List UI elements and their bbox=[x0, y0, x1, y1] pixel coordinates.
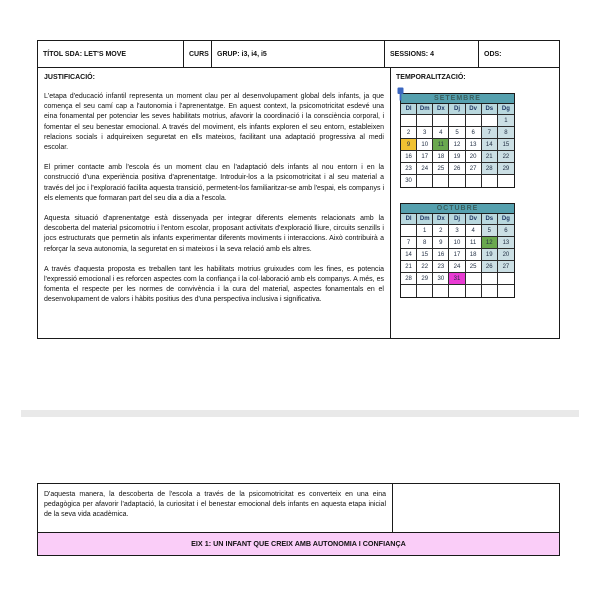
calendar-day-cell: 14 bbox=[482, 139, 498, 151]
calendar-day-cell: 18 bbox=[433, 151, 449, 163]
calendar-day-cell: 21 bbox=[401, 261, 417, 273]
calendar-day-cell: 17 bbox=[449, 249, 465, 261]
calendar-grid bbox=[400, 214, 515, 298]
calendar-day-cell: 9 bbox=[401, 139, 417, 151]
calendar-day-cell: 25 bbox=[433, 163, 449, 175]
grup-cell: GRUP: i3, i4, i5 bbox=[212, 41, 385, 67]
calendar-day-cell: 2 bbox=[433, 225, 449, 237]
calendar-day-cell: 1 bbox=[417, 225, 433, 237]
calendar-day-cell: 8 bbox=[417, 237, 433, 249]
calendar-weekday-header: Dv bbox=[466, 214, 482, 225]
calendar-day-cell bbox=[482, 285, 498, 297]
calendar-day-cell: 11 bbox=[466, 237, 482, 249]
closing-table bbox=[37, 483, 560, 556]
calendar-day-cell: 16 bbox=[401, 151, 417, 163]
titol-sda-cell: TÍTOL SDA: LET'S MOVE bbox=[38, 41, 184, 67]
calendar-day-cell: 18 bbox=[466, 249, 482, 261]
calendar-weekday-header: Dx bbox=[433, 214, 449, 225]
calendar-day-cell: 4 bbox=[466, 225, 482, 237]
calendar-day-cell: 26 bbox=[482, 261, 498, 273]
calendar-weekday-header: Ds bbox=[482, 104, 498, 115]
calendar-day-cell: 26 bbox=[449, 163, 465, 175]
empty-cell bbox=[393, 484, 559, 532]
calendar-day-cell: 10 bbox=[449, 237, 465, 249]
justificacio-cell bbox=[38, 68, 391, 338]
page-gap-separator bbox=[21, 410, 579, 417]
calendar-day-cell: 21 bbox=[482, 151, 498, 163]
calendar-day-cell: 28 bbox=[482, 163, 498, 175]
calendar-day-cell: 1 bbox=[498, 115, 514, 127]
calendar-setembre[interactable] bbox=[400, 93, 515, 188]
calendar-day-cell: 27 bbox=[498, 261, 514, 273]
calendar-day-cell: 19 bbox=[482, 249, 498, 261]
calendar-day-cell: 13 bbox=[466, 139, 482, 151]
calendar-day-cell bbox=[433, 175, 449, 187]
calendar-day-cell: 2 bbox=[401, 127, 417, 139]
calendar-day-cell: 22 bbox=[498, 151, 514, 163]
calendar-day-cell: 17 bbox=[417, 151, 433, 163]
calendar-day-cell: 30 bbox=[401, 175, 417, 187]
calendar-octubre[interactable] bbox=[400, 203, 515, 298]
ods-cell: ODS: bbox=[484, 50, 502, 58]
calendar-day-cell bbox=[482, 175, 498, 187]
calendar-day-cell: 12 bbox=[482, 237, 498, 249]
calendar-weekday-header: Dl bbox=[401, 104, 417, 115]
calendar-day-cell: 14 bbox=[401, 249, 417, 261]
curs-cell: CURS bbox=[184, 41, 212, 67]
setembre-calendar-grid bbox=[400, 93, 515, 188]
calendar-grid bbox=[400, 104, 515, 188]
calendar-day-cell bbox=[433, 285, 449, 297]
calendar-day-cell: 6 bbox=[498, 225, 514, 237]
calendar-day-cell: 3 bbox=[417, 127, 433, 139]
calendar-day-cell: 5 bbox=[482, 225, 498, 237]
calendar-day-cell: 4 bbox=[433, 127, 449, 139]
calendar-day-cell bbox=[449, 285, 465, 297]
calendar-day-cell bbox=[417, 175, 433, 187]
calendar-day-cell bbox=[433, 115, 449, 127]
calendar-day-cell: 15 bbox=[498, 139, 514, 151]
calendar-day-cell: 12 bbox=[449, 139, 465, 151]
calendar-day-cell: 30 bbox=[433, 273, 449, 285]
calendar-day-cell: 9 bbox=[433, 237, 449, 249]
calendar-day-cell bbox=[417, 285, 433, 297]
calendar-weekday-header: Dj bbox=[449, 104, 465, 115]
calendar-day-cell: 13 bbox=[498, 237, 514, 249]
calendar-day-cell: 16 bbox=[433, 249, 449, 261]
calendar-day-cell bbox=[498, 273, 514, 285]
calendar-day-cell bbox=[401, 225, 417, 237]
closing-text-cell bbox=[38, 484, 393, 532]
calendar-weekday-header: Dv bbox=[466, 104, 482, 115]
calendar-day-cell bbox=[466, 285, 482, 297]
calendar-day-cell: 27 bbox=[466, 163, 482, 175]
calendar-weekday-header: Dx bbox=[433, 104, 449, 115]
calendar-day-cell bbox=[498, 175, 514, 187]
anchor-pin-icon bbox=[396, 87, 405, 101]
calendar-day-cell bbox=[401, 115, 417, 127]
calendar-day-cell: 8 bbox=[498, 127, 514, 139]
calendar-day-cell: 11 bbox=[433, 139, 449, 151]
calendar-day-cell bbox=[449, 175, 465, 187]
calendar-day-cell: 29 bbox=[417, 273, 433, 285]
calendar-day-cell: 19 bbox=[449, 151, 465, 163]
calendar-day-cell: 25 bbox=[466, 261, 482, 273]
calendar-day-cell bbox=[482, 115, 498, 127]
sda-table bbox=[37, 40, 560, 339]
calendar-day-cell: 7 bbox=[482, 127, 498, 139]
calendar-day-cell bbox=[482, 273, 498, 285]
calendar-day-cell bbox=[466, 115, 482, 127]
eix-banner: EIX 1: UN INFANT QUE CREIX AMB AUTONOMIA I CONFIANÇA bbox=[38, 533, 559, 555]
calendar-day-cell: 10 bbox=[417, 139, 433, 151]
calendar-day-cell: 7 bbox=[401, 237, 417, 249]
calendar-day-cell: 23 bbox=[401, 163, 417, 175]
justificacio-paragraph: L'etapa d'educació infantil representa un moment clau per al desenvolupament global dels infants, ja que comença el seu camí cap a l'autonomia i l'aprenentatge. En aquest context, la psicomotricitat esdevé una eina fonamental per potenciar les seves habilitats motrius, afavorir la coordinació i la consciència corporal, i fomentar el seu benestar emocional. A través del moviment, els infants exploren el seu entorn, estableixen relacions socials i adquireixen seguretat en ells mateixos, facilitant una adaptació progressiva al medi escolar. bbox=[44, 93, 384, 152]
calendar-day-cell: 24 bbox=[417, 163, 433, 175]
sda-header-row bbox=[38, 41, 559, 68]
justificacio-paragraph: A través d'aquesta proposta es treballen tant les habilitats motrius gruixudes com les fines, es potencia l'expressió emocional i es reforcen aspectes com la confiança i la col·laboració amb els companys. A més, es fomenta el respecte per les normes de convivència i la cura del material, aspectes fonamentals en el desenvolupament de valors i hàbits positius des d'una perspectiva inclusiva i significativa. bbox=[44, 265, 384, 304]
calendar-weekday-header: Dg bbox=[498, 104, 514, 115]
justificacio-paragraph: El primer contacte amb l'escola és un moment clau en l'adaptació dels infants al nou entorn i en la construcció d'una experiència positiva d'aprenentatge. Introduir-los a la psicomotricitat i al seu material a través del joc i l'exploració facilita aquesta transició, permetent-los familiaritzar-se amb l'espai, els companys i els elements que formaran part del seu dia a dia a l'escola. bbox=[44, 164, 384, 202]
calendar-weekday-header: Dj bbox=[449, 214, 465, 225]
calendar-day-cell: 31 bbox=[449, 273, 465, 285]
calendar-weekday-header: Ds bbox=[482, 214, 498, 225]
calendar-month-title: OCTUBRE bbox=[400, 203, 515, 214]
calendar-day-cell bbox=[466, 273, 482, 285]
octubre-calendar-grid bbox=[400, 203, 515, 298]
calendar-weekday-header: Dl bbox=[401, 214, 417, 225]
justificacio-label: JUSTIFICACIÓ: bbox=[44, 74, 95, 81]
calendar-weekday-header: Dg bbox=[498, 214, 514, 225]
closing-paragraph: D'aquesta manera, la descoberta de l'escola a través de la psicomotricitat es converteix en una eina pedagògica per afavorir l'adaptació, la curiositat i el benestar emocional dels infants en aquesta etapa inicial de la seva vida acadèmica. bbox=[44, 491, 386, 519]
calendar-day-cell: 22 bbox=[417, 261, 433, 273]
calendar-day-cell: 23 bbox=[433, 261, 449, 273]
calendar-weekday-header: Dm bbox=[417, 104, 433, 115]
calendar-day-cell: 15 bbox=[417, 249, 433, 261]
calendar-day-cell: 28 bbox=[401, 273, 417, 285]
temporalitzacio-cell bbox=[391, 68, 559, 338]
calendar-day-cell: 3 bbox=[449, 225, 465, 237]
calendar-day-cell: 6 bbox=[466, 127, 482, 139]
calendar-day-cell: 20 bbox=[466, 151, 482, 163]
calendar-day-cell bbox=[401, 285, 417, 297]
calendar-day-cell: 5 bbox=[449, 127, 465, 139]
calendar-day-cell bbox=[417, 115, 433, 127]
calendar-day-cell bbox=[498, 285, 514, 297]
justificacio-paragraph: Aquesta situació d'aprenentatge està dissenyada per integrar diferents elements relacionats amb la descoberta del material psicomotriu i l'entorn escolar, proposant activitats d'exploració lliure, circuits senzills i jocs estructurats que permetin als infants experimentar diferents moviments i interaccions. Això contribuirà a reforçar la seva autonomia, la seguretat en si mateixos i la seva relació amb els altres. bbox=[44, 215, 384, 253]
calendar-day-cell: 29 bbox=[498, 163, 514, 175]
temporalitzacio-label: TEMPORALITZACIÓ: bbox=[396, 74, 466, 81]
sessions-cell: SESSIONS: 4 bbox=[385, 41, 479, 67]
calendar-day-cell: 24 bbox=[449, 261, 465, 273]
sda-body-row bbox=[38, 68, 559, 338]
calendar-day-cell: 20 bbox=[498, 249, 514, 261]
closing-row bbox=[38, 484, 559, 533]
calendar-month-title: SETEMBRE bbox=[400, 93, 515, 104]
calendar-day-cell bbox=[466, 175, 482, 187]
calendar-day-cell bbox=[449, 115, 465, 127]
calendar-weekday-header: Dm bbox=[417, 214, 433, 225]
